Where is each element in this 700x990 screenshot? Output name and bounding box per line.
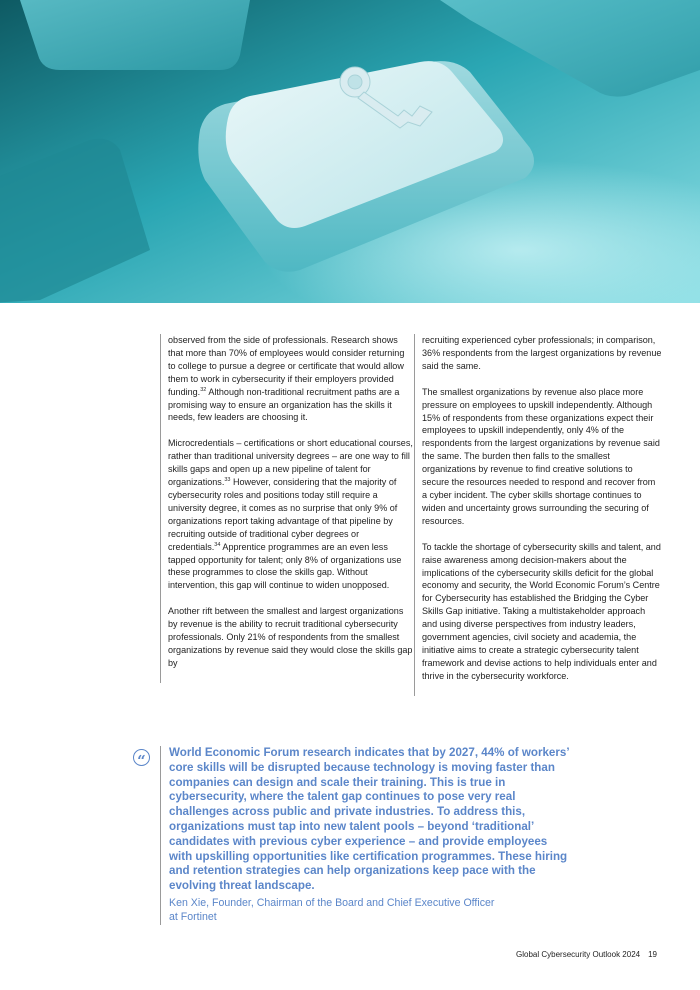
report-title: Global Cybersecurity Outlook 2024 (516, 950, 641, 959)
footnote-ref: 32 (200, 386, 207, 393)
body-column-left (160, 334, 413, 683)
page-footer (516, 950, 657, 959)
quote-attribution: Ken Xie, Founder, Chairman of the Board and Chief Executive Officer at Fortinet (169, 896, 495, 924)
page-number: 19 (648, 950, 657, 959)
footnote-ref: 34 (214, 541, 221, 548)
paragraph: Another rift between the smallest and largest organizations by revenue is the ability to recruit traditional cybersecurity professionals. Only 21% of respondents from the smallest organizations by revenue said they would close the skills gap by (168, 606, 413, 668)
paragraph: Microcredentials – certifications or short educational courses, rather than traditional university degrees – are one way to fill skills gaps and open up a new pipeline of talent for organizations.$^{33}$ However, considering that the majority of cybersecurity roles and positions today still require a university degree, it comes as no surprise that only 9% of organizations report taking advantage of that pipeline by recruiting outside of traditional cyber degrees or credentials.$^{34}$ Apprentice programmes are an even less tapped opportunity for talent; only 8% of organizations use these programmes to close the skills gap. Without intervention, this gap will continue to widen unopposed. (168, 438, 413, 591)
keyboard-key-back-left (20, 0, 250, 70)
paragraph: recruiting experienced cyber professionals; in comparison, 36% respondents from the largest organizations by revenue said the same. (422, 335, 662, 371)
paragraph: To tackle the shortage of cybersecurity skills and talent, and raise awareness among decision-makers about the implications of the cybersecurity skills deficit for the global economy and security, the World Economic Forum’s Centre for Cybersecurity has established the Bridging the Cyber Skills Gap initiative. Taking a multistakeholder approach and using diverse perspectives from industry leaders, government agencies, civil society and academia, the initiative aims to create a strategic cybersecurity talent framework and devise actions to help individuals enter and thrive in the cybersecurity workforce. (422, 541, 661, 681)
quote-text: World Economic Forum research indicates that by 2027, 44% of workers’ core skills will be disrupted because technology is moving faster than companies can design and scale their training. This is true in cybersecurity, where the talent gap continues to pose very real challenges across public and private industries. To address this, organizations must tap into new talent pools – beyond ‘traditional’ candidates with previous cyber experience – and provide employees with upskilling opportunities like certification programmes. These hiring and retention strategies can help organizations keep pace with the evolving threat landscape. (169, 746, 569, 893)
hero-image (0, 0, 700, 303)
paragraph: The smallest organizations by revenue also place more pressure on employees to upskill independently. Although 15% of respondents from these organizations expect their employees to upskill independently, only 4% of the respondents from the largest organizations by revenue said the same. The burden then falls to the smallest organizations by revenue to find creative solutions to secure the resources needed to respond and recover from a cyber incident. The cyber skills shortage continues to widen and uncertainty grows surrounding the securing of resources. (422, 386, 660, 526)
footnote-ref: 33 (224, 477, 231, 484)
paragraph: observed from the side of professionals. Research shows that more than 70% of employees would consider returning to college to pursue a degree or certificate that would allow them to work in cybersecurity if their employers provided funding.$^{32}$ Although non-traditional recruitment paths are a promising way to ensure an organization has the skills it needs, few leaders are choosing it. (168, 335, 405, 423)
body-column-right (414, 334, 662, 696)
quote-mark-icon: “ (133, 749, 150, 766)
pull-quote (160, 746, 569, 925)
